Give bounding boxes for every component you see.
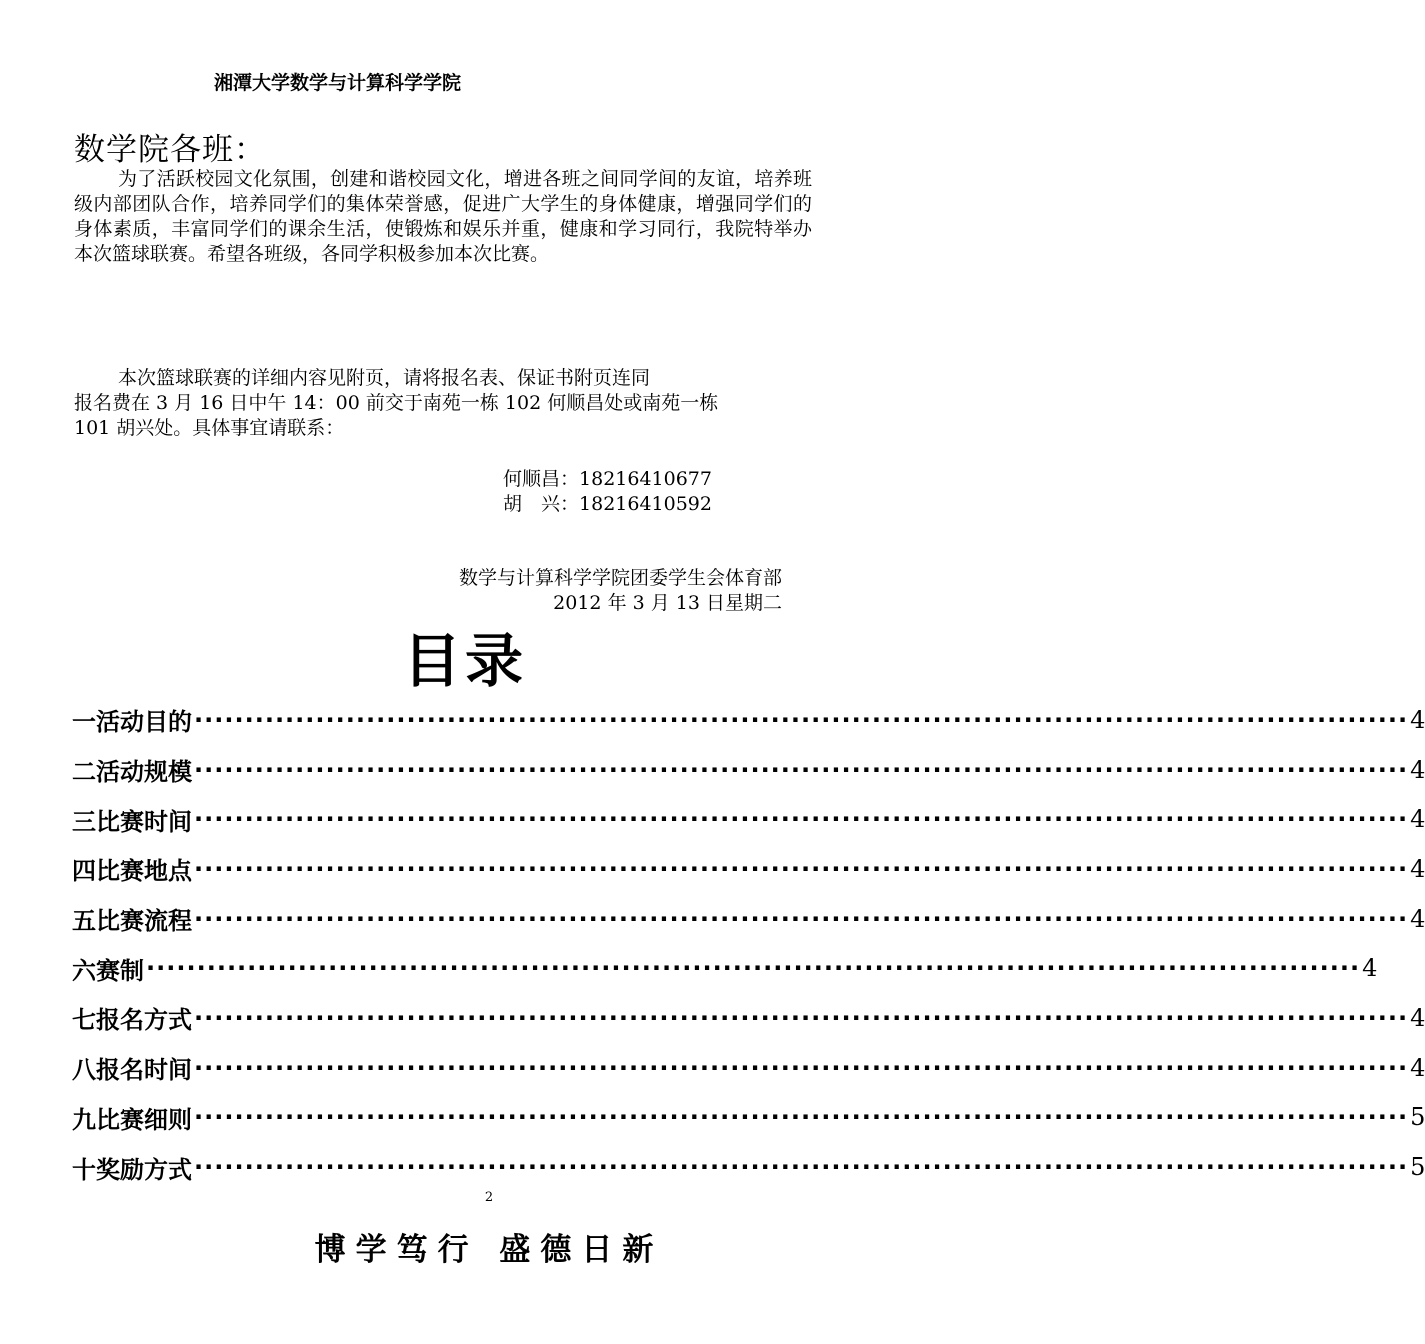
contact-phone: 18216410592 — [579, 493, 712, 515]
toc-leader-dots: ························································································································ — [194, 1153, 1409, 1182]
toc-entry-page: 5 — [1410, 1153, 1425, 1182]
toc-entry-page: 4 — [1410, 705, 1425, 734]
toc-entry-page: 4 — [1410, 805, 1425, 834]
letter-paragraph-1: 为了活跃校园文化氛围，创建和谐校园文化，增进各班之间同学间的友谊，培养班级内部团队合作，培养同学们的集体荣誉感，促进广大学生的身体健康，增强同学们的身体素质，丰富同学们的课余生活，使锻炼和娱乐并重，健康和学习同行，我院特举办本次篮球联赛。希望各班级，各同学积极参加本次比赛。 — [74, 168, 812, 265]
toc-entry-number: 四 — [72, 857, 96, 886]
letter-paragraph-2 — [74, 366, 812, 441]
toc-entry-number: 二 — [72, 758, 96, 787]
toc-entry-page: 4 — [1410, 1053, 1425, 1082]
toc-entry-label: 报名时间 — [96, 1056, 192, 1085]
toc-entry[interactable] — [72, 1142, 1425, 1192]
toc-entry[interactable] — [72, 844, 1425, 894]
toc-entry-label: 奖励方式 — [96, 1155, 192, 1184]
school-motto: 博学笃行 盛德日新 — [314, 1232, 664, 1268]
toc-entry[interactable] — [72, 1043, 1425, 1093]
contact-line — [503, 492, 712, 517]
toc-entry-page: 4 — [1410, 904, 1425, 933]
toc-entry-number: 一 — [72, 708, 96, 737]
toc-leader-dots: ························································································································ — [146, 954, 1361, 983]
paragraph-line: 101 胡兴处。具体事宜请联系： — [74, 417, 345, 439]
contact-name: 何顺昌： — [503, 468, 580, 490]
toc-entry[interactable] — [72, 794, 1425, 844]
toc-entry-number: 十 — [72, 1155, 96, 1184]
toc-entry-number: 七 — [72, 1006, 96, 1035]
toc-leader-dots: ························································································································ — [194, 1103, 1409, 1132]
toc-entry-page: 5 — [1410, 1103, 1425, 1132]
paragraph-line: 报名费在 3 月 16 日中午 14：00 前交于南苑一栋 102 何顺昌处或南苑一栋 — [74, 392, 719, 414]
toc-entry[interactable] — [72, 894, 1425, 944]
toc-leader-dots: ························································································································ — [194, 805, 1409, 834]
toc-entry-label: 赛制 — [96, 956, 144, 985]
toc-entry[interactable] — [72, 1093, 1425, 1143]
toc-entry-number: 六 — [72, 956, 96, 985]
toc-entry-label: 比赛时间 — [96, 807, 192, 836]
toc-entry-page: 4 — [1410, 854, 1425, 883]
toc-entry-page: 4 — [1410, 755, 1425, 784]
toc-entry-label: 活动目的 — [96, 708, 192, 737]
toc-entry[interactable] — [72, 745, 1425, 795]
toc-entry-number: 九 — [72, 1105, 96, 1134]
toc-entry[interactable] — [72, 943, 1378, 993]
table-of-contents — [72, 695, 1425, 1192]
toc-entry-label: 比赛地点 — [96, 857, 192, 886]
toc-leader-dots: ························································································································ — [194, 1003, 1409, 1032]
toc-entry-label: 活动规模 — [96, 758, 192, 787]
page-number: 2 — [484, 1190, 494, 1205]
toc-entry[interactable] — [72, 695, 1425, 745]
signature-org: 数学与计算科学学院团委学生会体育部 — [458, 567, 782, 589]
toc-leader-dots: ························································································································ — [194, 1053, 1409, 1082]
toc-leader-dots: ························································································································ — [194, 904, 1409, 933]
toc-entry-label: 比赛细则 — [96, 1105, 192, 1134]
toc-entry[interactable] — [72, 993, 1425, 1043]
toc-leader-dots: ························································································································ — [194, 755, 1409, 784]
toc-entry-number: 三 — [72, 807, 96, 836]
toc-leader-dots: ························································································································ — [194, 705, 1409, 734]
contact-line — [503, 467, 712, 492]
salutation: 数学院各班： — [74, 132, 266, 168]
toc-entry-label: 报名方式 — [96, 1006, 192, 1035]
toc-entry-number: 五 — [72, 907, 96, 936]
toc-entry-number: 八 — [72, 1056, 96, 1085]
signature-date: 2012 年 3 月 13 日星期二 — [553, 592, 782, 614]
toc-entry-page: 4 — [1362, 954, 1378, 983]
paragraph-line: 本次篮球联赛的详细内容见附页，请将报名表、保证书附页连同 — [118, 367, 651, 389]
toc-entry-label: 比赛流程 — [96, 907, 192, 936]
contact-phone: 18216410677 — [579, 468, 712, 490]
toc-leader-dots: ························································································································ — [194, 854, 1409, 883]
toc-entry-page: 4 — [1410, 1003, 1425, 1032]
toc-title: 目录 — [402, 627, 527, 695]
contact-name: 胡 兴： — [503, 493, 580, 515]
school-header: 湘潭大学数学与计算科学学院 — [214, 72, 462, 94]
